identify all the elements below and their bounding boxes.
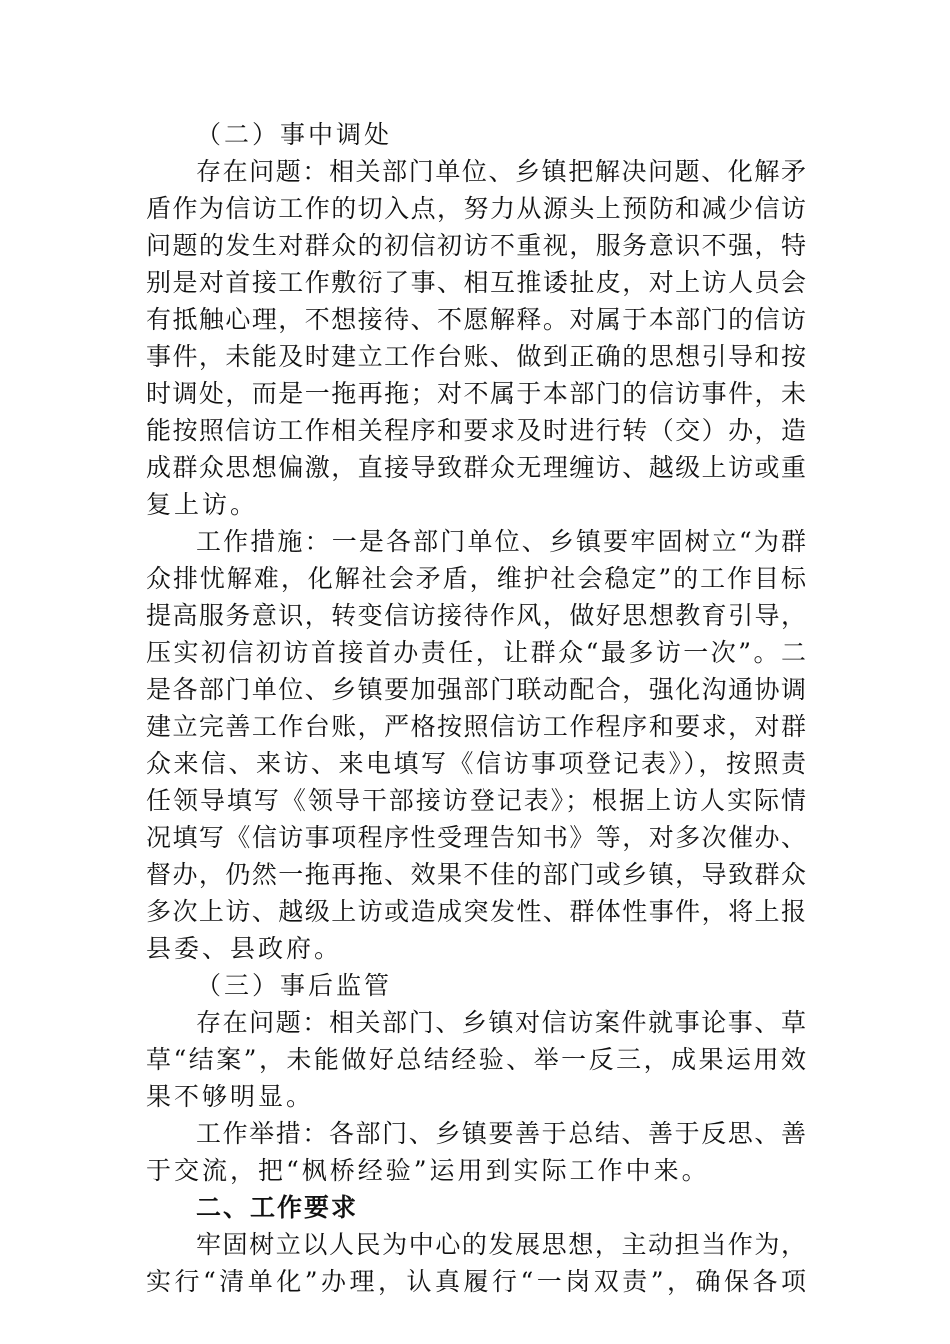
paragraph-1-line-7: 时调处，而是一拖再拖；对不属于本部门的信访事件，未	[146, 379, 806, 408]
paragraph-1-line-6: 事件，未能及时建立工作台账、做到正确的思想引导和按	[146, 342, 806, 371]
paragraph-1-line-10: 复上访。	[146, 490, 259, 519]
paragraph-2-line-10: 督办，仍然一拖再拖、效果不佳的部门或乡镇，导致群众	[146, 860, 806, 889]
paragraph-2-line-9: 况填写《信访事项程序性受理告知书》等，对多次催办、	[146, 823, 806, 852]
paragraph-1-line-8: 能按照信访工作相关程序和要求及时进行转（交）办，造	[146, 416, 806, 445]
paragraph-4-line-2: 于交流，把“枫桥经验”运用到实际工作中来。	[146, 1156, 710, 1185]
paragraph-1-line-4: 别是对首接工作敷衍了事、相互推诿扯皮，对上访人员会	[146, 268, 806, 297]
subsection-heading-3: （三）事后监管	[196, 971, 393, 1000]
paragraph-2-line-8: 任领导填写《领导干部接访登记表》；根据上访人实际情	[146, 786, 806, 815]
paragraph-2-line-1: 工作措施：一是各部门单位、乡镇要牢固树立“为群	[196, 527, 806, 556]
paragraph-4-line-1: 工作举措：各部门、乡镇要善于总结、善于反思、善	[196, 1119, 806, 1148]
paragraph-1-line-9: 成群众思想偏激，直接导致群众无理缠访、越级上访或重	[146, 453, 806, 482]
paragraph-3-line-1: 存在问题：相关部门、乡镇对信访案件就事论事、草	[196, 1008, 806, 1037]
paragraph-5-line-1: 牢固树立以人民为中心的发展思想，主动担当作为，	[196, 1230, 806, 1259]
paragraph-1-line-5: 有抵触心理，不想接待、不愿解释。对属于本部门的信访	[146, 305, 806, 334]
paragraph-3-line-2: 草“结案”，未能做好总结经验、举一反三，成果运用效	[146, 1045, 806, 1074]
paragraph-2-line-5: 是各部门单位、乡镇要加强部门联动配合，强化沟通协调	[146, 675, 806, 704]
paragraph-2-line-4: 压实初信初访首接首办责任，让群众“最多访一次”。二	[146, 638, 806, 667]
paragraph-2-line-2: 众排忧解难，化解社会矛盾，维护社会稳定”的工作目标	[146, 564, 806, 593]
paragraph-1-line-3: 问题的发生对群众的初信初访不重视，服务意识不强，特	[146, 231, 806, 260]
paragraph-1-line-2: 盾作为信访工作的切入点，努力从源头上预防和减少信访	[146, 194, 806, 223]
paragraph-2-line-11: 多次上访、越级上访或造成突发性、群体性事件，将上报	[146, 897, 806, 926]
paragraph-2-line-12: 县委、县政府。	[146, 934, 343, 963]
paragraph-5-line-2: 实行“清单化”办理，认真履行“一岗双责”，确保各项	[146, 1267, 806, 1296]
paragraph-2-line-3: 提高服务意识，转变信访接待作风，做好思想教育引导，	[146, 601, 806, 630]
paragraph-3-line-3: 果不够明显。	[146, 1082, 315, 1111]
paragraph-2-line-6: 建立完善工作台账，严格按照信访工作程序和要求，对群	[146, 712, 806, 741]
subsection-heading-2: （二）事中调处	[196, 120, 393, 149]
section-heading-2: 二、工作要求	[196, 1193, 359, 1222]
paragraph-2-line-7: 众来信、来访、来电填写《信访事项登记表》），按照责	[146, 749, 806, 778]
paragraph-1-line-1: 存在问题：相关部门单位、乡镇把解决问题、化解矛	[196, 157, 806, 186]
